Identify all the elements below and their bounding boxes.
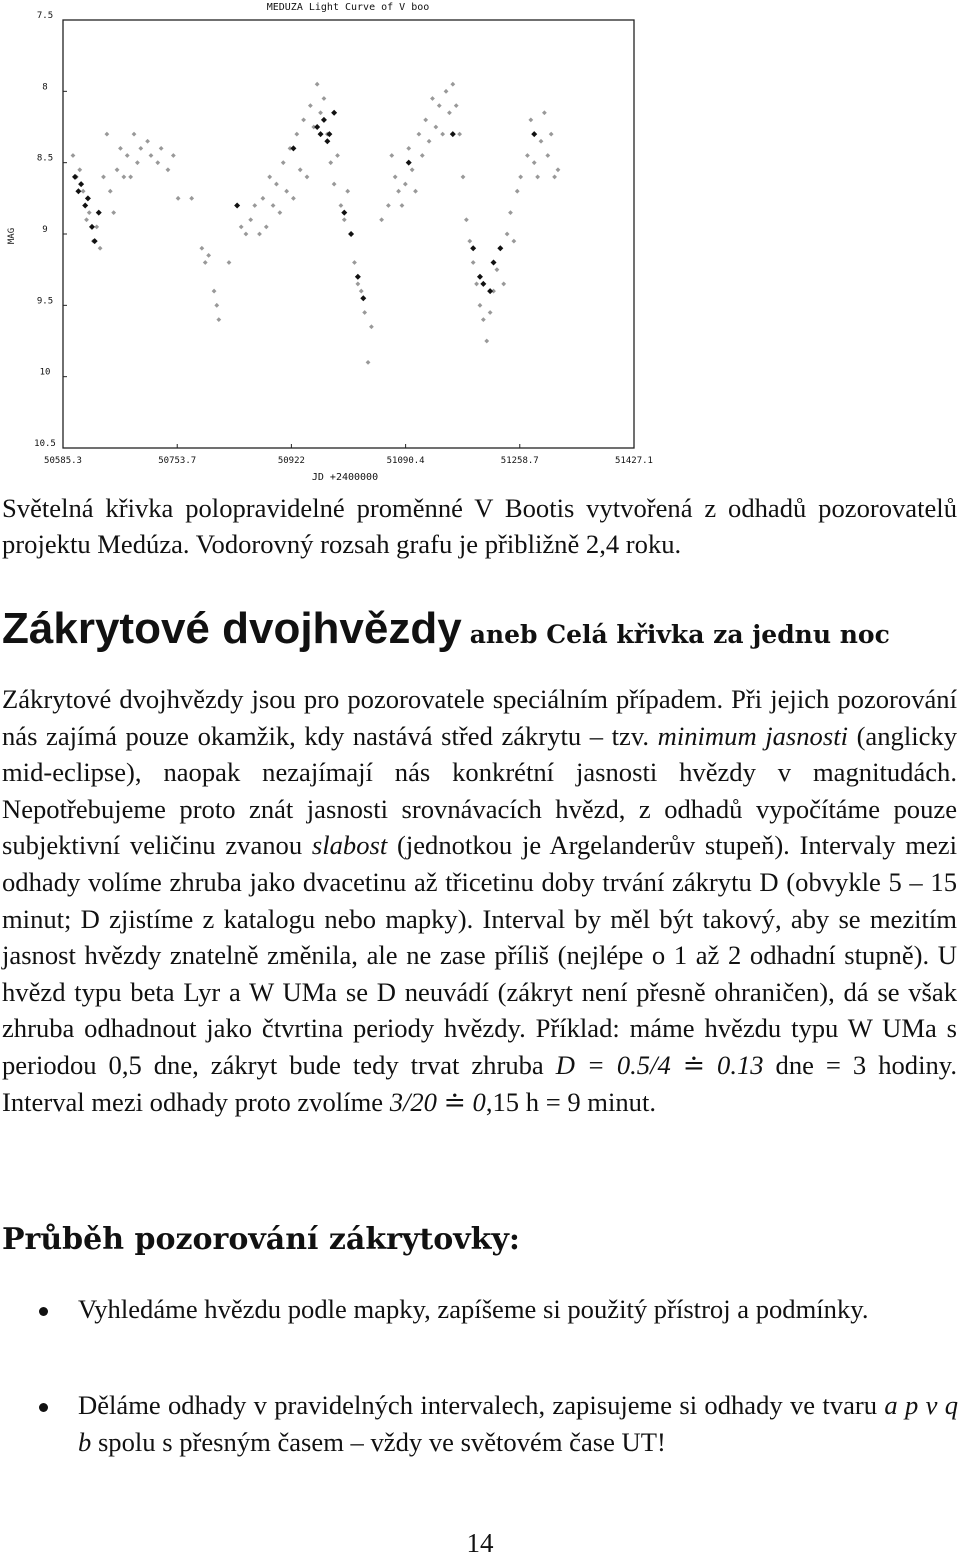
data-point-filled [477,274,483,280]
data-point-dotted [474,282,479,287]
paragraph-italic-2: slabost [311,830,388,861]
data-point-dotted [94,224,99,229]
data-point-dotted [155,160,160,165]
data-point-filled [491,260,497,266]
data-point-dotted [525,153,530,158]
data-point-filled [355,274,361,280]
heading-subtitle: aneb Celá křivka za jednu noc [469,620,890,649]
data-point-dotted [271,203,276,208]
data-point-dotted [298,167,303,172]
list-item-text-a: Děláme odhady v pravidelných intervalech, zapisujeme si odhady ve tvaru [78,1390,885,1420]
data-point-dotted [379,217,384,222]
data-point-filled [314,124,320,130]
page-number: 14 [466,1528,494,1558]
paragraph-text-4: dne = 3 hodiny. Interval mezi odhady proto zvolíme [2,1049,957,1117]
data-point-dotted [539,139,544,144]
data-point-dotted [545,153,550,158]
section-heading [2,604,890,654]
data-point-filled [341,210,347,216]
data-point-dotted [505,232,510,237]
list-item-math: a p v q b [78,1390,959,1457]
data-point-dotted [318,110,323,115]
bullet-icon [39,1403,48,1412]
data-point-filled [324,138,330,144]
paragraph-text-3: (jednotkou je Argelanderův stupeň). Intervaly mezi odhady volíme zhruba jako dvacetinu až třicetinu doby trvání zákrytu D (obvykle 5 – 15 minut; D zjistíme z katalogu nebo mapky). Interval by měl být takový, aby se mezitím jasnost hvězdy znatelně změnila, ale ne zase příliš (nejlépe o 1 až 2 odhadní stupně). U hvězd typu beta Lyr a W UMa se D neuvádí (zákryt není přesně ohraničen), dá se však zhruba odhadnout jako čtvrtina periody hvězdy. Příklad: máme hvězdu typu W UMa s periodou 0,5 dne, zákryt bude tedy trvat zhruba [2,830,957,1080]
heading-title: Zákrytové dvojhvězdy [2,604,462,653]
data-point-dotted [212,289,217,294]
data-point-dotted [508,210,513,215]
data-point-dotted [132,132,137,137]
data-point-filled [480,281,486,287]
x-tick-label: 50922 [277,456,305,466]
y-axis-label: MAG [7,227,17,245]
paragraph-text-5: ,15 h = 9 minut. [485,1086,656,1117]
data-point-dotted [518,175,523,180]
data-point-dotted [461,175,466,180]
data-point-filled [72,174,78,180]
data-point-dotted [515,189,520,194]
data-point-filled [290,145,296,151]
data-point-dotted [108,189,113,194]
data-point-dotted [335,153,340,158]
data-point-dotted [166,167,171,172]
data-point-dotted [400,203,405,208]
list-item-text-b: spolu s přesným časem – vždy ve světovém čase UT! [91,1427,666,1457]
data-point-filled [531,131,537,137]
light-curve-chart [0,0,960,486]
data-point-dotted [389,153,394,158]
data-point-dotted [471,260,476,265]
data-point-filled [497,245,503,251]
x-tick-label: 51090.4 [386,456,425,466]
data-point-dotted [332,182,337,187]
x-tick-label: 50753.7 [158,456,197,466]
y-tick-label: 8.5 [36,153,54,164]
y-tick-label: 10 [39,367,51,378]
data-point-dotted [252,203,257,208]
data-point-dotted [444,89,449,94]
data-point-dotted [410,167,415,172]
data-point-filled [78,181,84,187]
data-point-dotted [420,153,425,158]
data-point-dotted [345,189,350,194]
light-curve-figure [0,0,960,486]
data-point-dotted [203,260,208,265]
data-point-dotted [171,153,176,158]
data-point-dotted [457,132,462,137]
data-point-dotted [111,210,116,215]
data-point-dotted [199,246,204,251]
data-point-dotted [355,282,360,287]
data-point-dotted [121,175,126,180]
data-point-dotted [277,210,282,215]
data-point-dotted [159,146,164,151]
data-point-dotted [467,239,472,244]
data-point-filled [82,202,88,208]
data-point-dotted [264,224,269,229]
data-point-dotted [149,153,154,158]
data-point-dotted [417,132,422,137]
data-point-dotted [101,175,106,180]
data-point-dotted [464,217,469,222]
paragraph-math-1: D = 0.5/4 ≐ 0.13 [555,1049,764,1080]
x-axis-label: JD +2400000 [311,472,379,483]
data-point-dotted [176,196,181,201]
data-point-dotted [406,146,411,151]
data-point-dotted [556,167,561,172]
data-point-filled [96,210,102,216]
data-point-dotted [386,203,391,208]
data-point-dotted [481,317,486,322]
data-point-dotted [437,103,442,108]
list-item [78,1387,958,1461]
data-point-dotted [359,289,364,294]
data-point-dotted [87,210,92,215]
data-point-dotted [478,303,483,308]
data-point-dotted [284,189,289,194]
data-point-dotted [308,103,313,108]
data-point-filled [450,131,456,137]
data-point-dotted [433,125,438,130]
data-point-dotted [362,310,367,315]
data-point-filled [348,231,354,237]
data-point-filled [89,224,95,230]
x-tick-label: 50585.3 [44,456,82,466]
data-point-dotted [227,260,232,265]
data-point-dotted [77,167,82,172]
data-point-dotted [98,246,103,251]
data-point-filled [92,238,98,244]
data-point-dotted [450,82,455,87]
paragraph-math-2: 3/20 ≐ 0 [389,1086,486,1117]
data-point-dotted [413,189,418,194]
data-point-dotted [281,160,286,165]
data-point-dotted [115,167,120,172]
data-point-dotted [393,175,398,180]
data-point-dotted [322,96,327,101]
data-point-dotted [260,196,265,201]
chart-title: MEDUZA Light Curve of V boo [266,2,430,13]
data-point-dotted [71,153,76,158]
data-point-dotted [128,175,133,180]
data-point-dotted [511,239,516,244]
paragraph-text-1: Zákrytové dvojhvězdy jsou pro pozorovatele speciálním případem. Při jejich pozorování nás zajímá pouze okamžik, kdy nastává střed zákrytu – tzv. [2,684,957,751]
data-point-dotted [396,189,401,194]
data-point-dotted [104,132,109,137]
data-point-dotted [403,182,408,187]
data-point-dotted [118,146,123,151]
data-point-dotted [135,160,140,165]
data-point-dotted [366,360,371,365]
list-item: Vyhledáme hvězdu podle mapky, zapíšeme si použitý přístroj a podmínky. [78,1294,869,1324]
data-point-filled [85,195,91,201]
data-point-dotted [328,160,333,165]
data-point-dotted [248,217,253,222]
data-point-dotted [301,117,306,122]
data-point-dotted [423,117,428,122]
data-point-dotted [552,175,557,180]
data-point-filled [360,295,366,301]
data-point-filled [331,110,337,116]
data-point-filled [406,160,412,166]
x-tick-label: 51258.7 [500,456,539,466]
data-point-dotted [454,103,459,108]
data-point-dotted [257,232,262,237]
data-point-filled [75,188,81,194]
data-point-dotted [138,146,143,151]
data-point-filled [487,288,493,294]
data-point-dotted [206,253,211,258]
bullet-icon [39,1307,48,1316]
data-point-dotted [532,160,537,165]
x-tick-label: 51427.1 [615,456,653,466]
data-point-dotted [244,232,249,237]
data-point-dotted [528,117,533,122]
data-point-dotted [81,189,86,194]
y-tick-label: 9.5 [36,296,54,307]
data-point-dotted [352,260,357,265]
data-point-filled [318,131,324,137]
figure-caption: Světelná křivka polopravidelné proměnné V Bootis vytvořená z odhadů pozorovatelů projektu Medúza. Vodorovný rozsah grafu je přibližně 2,4 roku. [2,493,957,559]
y-tick-label: 10.5 [34,439,56,449]
data-point-dotted [291,196,296,201]
data-point-dotted [342,217,347,222]
data-point-dotted [315,82,320,87]
paragraph-italic-1: minimum jasnosti [657,720,848,751]
data-point-filled [470,245,476,251]
data-point-dotted [125,153,130,158]
data-point-dotted [447,110,452,115]
data-point-dotted [339,203,344,208]
paragraph-text-2: (anglicky mid-eclipse), naopak nezajímají nás konkrétní jasnosti hvězdy v magnitudách. Nepotřebujeme proto znát jasnosti srovnávacích hvězd, z odhadů vypočítáme pouze subjektivní veličinu zvanou [2,720,957,861]
data-point-dotted [542,110,547,115]
data-point-dotted [294,132,299,137]
data-point-dotted [189,196,194,201]
y-tick-label: 9 [42,225,48,235]
data-point-dotted [216,317,221,322]
data-point-dotted [84,217,89,222]
data-point-dotted [274,182,279,187]
data-point-dotted [535,175,540,180]
data-point-dotted [214,303,219,308]
data-point-dotted [430,96,435,101]
data-point-dotted [305,175,310,180]
data-point-dotted [488,310,493,315]
data-point-dotted [427,139,432,144]
data-point-dotted [440,132,445,137]
data-point-dotted [495,267,500,272]
data-point-dotted [239,224,244,229]
observation-heading: Průběh pozorování zákrytovky: [2,1222,520,1257]
data-point-dotted [369,324,374,329]
y-tick-label: 8 [42,82,48,93]
data-point-dotted [484,339,489,344]
data-point-dotted [145,139,150,144]
data-point-dotted [549,132,554,137]
data-point-dotted [501,282,506,287]
body-paragraph [2,681,957,1120]
data-point-filled [234,202,240,208]
data-point-filled [321,117,327,123]
y-tick-label: 7.5 [36,11,54,21]
data-point-dotted [267,175,272,180]
